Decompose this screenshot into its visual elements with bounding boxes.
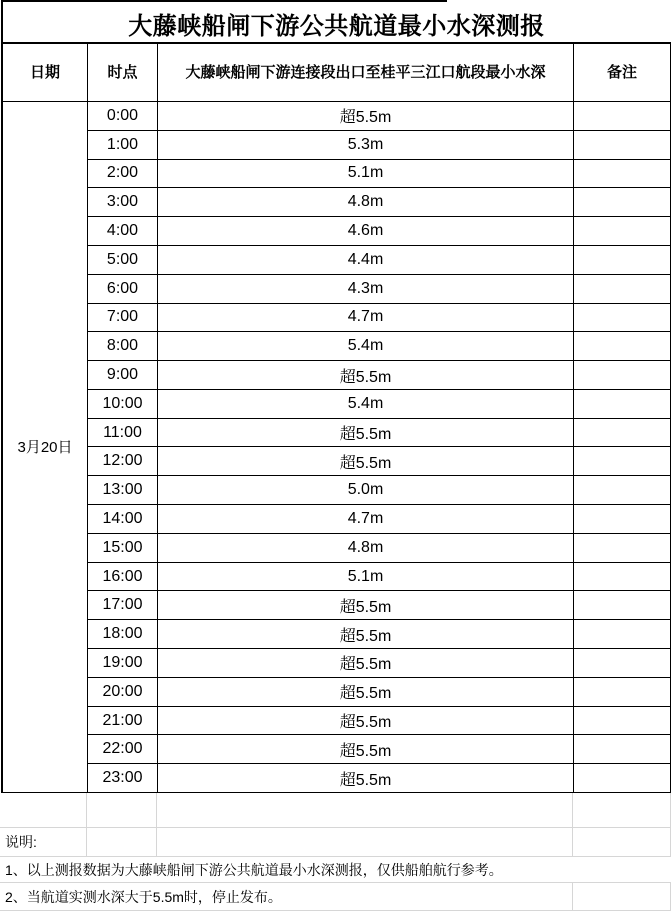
time-cell: 11:00 <box>88 419 158 448</box>
depth-cell: 4.4m <box>158 246 574 275</box>
remark-cell <box>574 217 671 246</box>
remark-cell <box>574 419 671 448</box>
depth-cell: 4.7m <box>158 505 574 534</box>
depth-cell: 超5.5m <box>158 678 574 707</box>
time-cell: 2:00 <box>88 160 158 189</box>
time-cell: 19:00 <box>88 649 158 678</box>
title-top-border <box>1 0 447 2</box>
notes-label: 说明: <box>0 828 87 856</box>
depth-report-table <box>1 42 671 793</box>
depth-cell: 超5.5m <box>158 707 574 736</box>
remark-cell <box>574 447 671 476</box>
remark-cell <box>574 620 671 649</box>
remark-cell <box>574 304 671 333</box>
time-cell: 16:00 <box>88 563 158 592</box>
col-header-depth: 大藤峡船闸下游连接段出口至桂平三江口航段最小水深 <box>158 44 574 102</box>
remark-cell <box>574 563 671 592</box>
remark-cell <box>574 332 671 361</box>
empty-cell <box>573 828 671 856</box>
time-cell: 23:00 <box>88 764 158 793</box>
time-cell: 6:00 <box>88 275 158 304</box>
remark-cell <box>574 678 671 707</box>
empty-cell <box>157 793 573 827</box>
time-cell: 7:00 <box>88 304 158 333</box>
depth-cell: 4.6m <box>158 217 574 246</box>
depth-cell: 5.4m <box>158 332 574 361</box>
time-cell: 4:00 <box>88 217 158 246</box>
remark-cell <box>574 534 671 563</box>
time-cell: 3:00 <box>88 188 158 217</box>
col-header-time: 时点 <box>88 44 158 102</box>
empty-cell <box>573 793 671 827</box>
report-title-row <box>1 0 670 42</box>
remark-cell <box>574 707 671 736</box>
depth-cell: 超5.5m <box>158 649 574 678</box>
time-cell: 5:00 <box>88 246 158 275</box>
depth-cell: 5.4m <box>158 390 574 419</box>
notes-label-row <box>0 828 671 857</box>
remark-cell <box>574 188 671 217</box>
depth-cell: 4.3m <box>158 275 574 304</box>
empty-cell <box>157 828 573 856</box>
col-header-remark: 备注 <box>574 44 671 102</box>
empty-cell <box>87 828 157 856</box>
time-cell: 9:00 <box>88 361 158 390</box>
depth-cell: 5.1m <box>158 160 574 189</box>
remark-cell <box>574 131 671 160</box>
remark-cell <box>574 735 671 764</box>
col-header-date: 日期 <box>3 44 88 102</box>
time-cell: 10:00 <box>88 390 158 419</box>
remark-cell <box>574 246 671 275</box>
remark-cell <box>574 649 671 678</box>
time-cell: 1:00 <box>88 131 158 160</box>
remark-cell <box>574 160 671 189</box>
remark-cell <box>574 102 671 131</box>
remark-cell <box>574 390 671 419</box>
depth-cell: 超5.5m <box>158 591 574 620</box>
time-cell: 18:00 <box>88 620 158 649</box>
remark-cell <box>574 361 671 390</box>
depth-cell: 4.8m <box>158 188 574 217</box>
depth-cell: 4.8m <box>158 534 574 563</box>
remark-cell <box>574 476 671 505</box>
depth-cell: 5.0m <box>158 476 574 505</box>
remark-cell <box>574 764 671 793</box>
page-title: 大藤峡船闸下游公共航道最小水深测报 <box>128 12 545 40</box>
depth-cell: 4.7m <box>158 304 574 333</box>
depth-cell: 超5.5m <box>158 764 574 793</box>
time-cell: 13:00 <box>88 476 158 505</box>
time-cell: 21:00 <box>88 707 158 736</box>
note-item-2-row <box>0 883 671 911</box>
remark-cell <box>574 591 671 620</box>
empty-cell <box>573 883 671 910</box>
notes-section <box>0 793 671 911</box>
remark-cell <box>574 505 671 534</box>
depth-cell: 5.1m <box>158 563 574 592</box>
time-cell: 14:00 <box>88 505 158 534</box>
note-item-2: 2、当航道实测水深大于5.5m时，停止发布。 <box>0 883 573 910</box>
depth-cell: 超5.5m <box>158 620 574 649</box>
note-item-1: 1、以上测报数据为大藤峡船闸下游公共航道最小水深测报，仅供船舶航行参考。 <box>0 857 671 883</box>
time-cell: 22:00 <box>88 735 158 764</box>
time-cell: 15:00 <box>88 534 158 563</box>
date-cell: 3月20日 <box>3 102 88 793</box>
time-cell: 20:00 <box>88 678 158 707</box>
depth-cell: 超5.5m <box>158 102 574 131</box>
depth-cell: 超5.5m <box>158 447 574 476</box>
time-cell: 17:00 <box>88 591 158 620</box>
remark-cell <box>574 275 671 304</box>
time-cell: 0:00 <box>88 102 158 131</box>
footer-empty-row <box>0 793 671 828</box>
time-cell: 12:00 <box>88 447 158 476</box>
time-cell: 8:00 <box>88 332 158 361</box>
depth-cell: 5.3m <box>158 131 574 160</box>
empty-cell <box>0 793 87 827</box>
depth-cell: 超5.5m <box>158 735 574 764</box>
depth-cell: 超5.5m <box>158 361 574 390</box>
depth-cell: 超5.5m <box>158 419 574 448</box>
empty-cell <box>87 793 157 827</box>
